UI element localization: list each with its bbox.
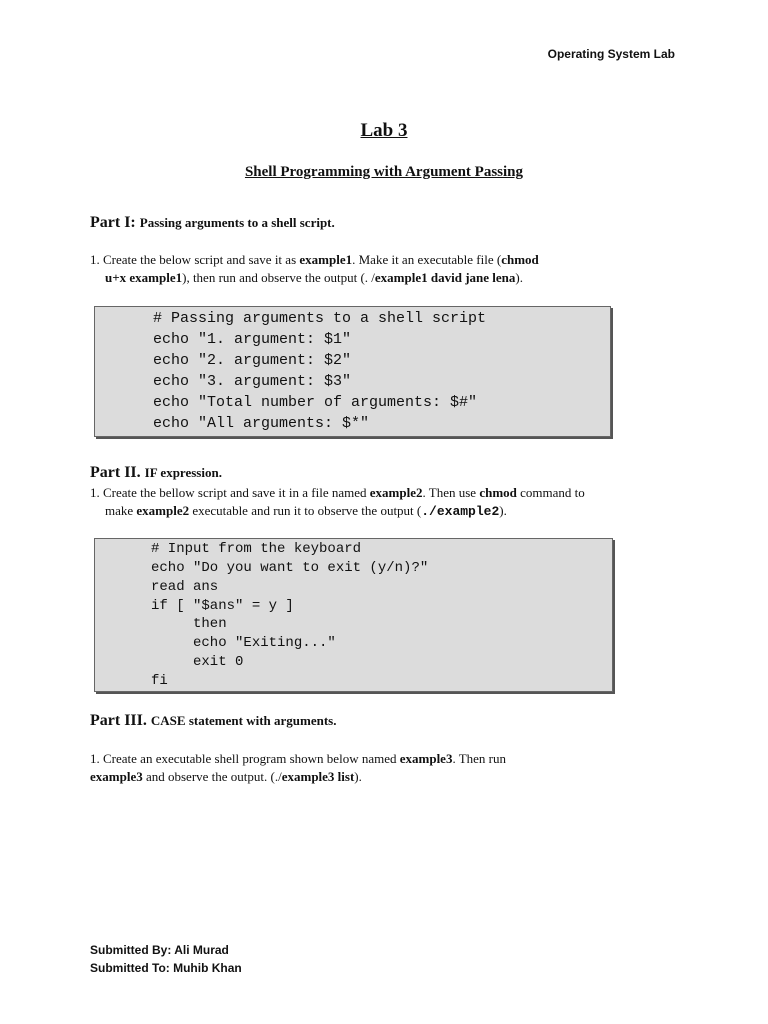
submitted-by: Submitted By: Ali Murad — [90, 943, 229, 957]
code-line: read ans — [151, 579, 219, 595]
part-1-instruction — [90, 251, 539, 287]
part-2-heading — [90, 464, 222, 482]
submitted-to: Submitted To: Muhib Khan — [90, 961, 242, 975]
part-3-instruction — [90, 750, 506, 786]
part-3-label: Part III. — [90, 712, 147, 729]
part-3-heading — [90, 712, 337, 730]
code-line: # Input from the keyboard — [151, 541, 362, 557]
part-1-instruction-line-1: 1. Create the below script and save it as example1. Make it an executable file (chmod — [90, 252, 539, 267]
page-subtitle: Shell Programming with Argument Passing — [244, 164, 524, 180]
page-title: Lab 3 — [360, 120, 408, 141]
code-line: echo "3. argument: $3" — [153, 373, 352, 390]
code-line: echo "1. argument: $1" — [153, 331, 352, 348]
code-line: if [ "$ans" = y ] — [151, 598, 294, 614]
code-line: # Passing arguments to a shell script — [153, 310, 487, 327]
code-line: echo "All arguments: $*" — [153, 415, 370, 432]
part-1-description: Passing arguments to a shell script. — [139, 215, 335, 230]
code-line: exit 0 — [151, 654, 244, 670]
part-1-heading — [90, 214, 335, 232]
part-1-code-block — [94, 306, 611, 437]
part-2-instruction-line-1: 1. Create the bellow script and save it in a file named example2. Then use chmod command to — [90, 485, 585, 500]
part-2-label: Part II. — [90, 464, 141, 481]
part-2-instruction-line-2: make example2 executable and run it to observe the output (./example2). — [105, 503, 507, 519]
part-2-code-block — [94, 538, 613, 692]
page-header: Operating System Lab — [547, 47, 675, 61]
part-3-instruction-line-1: 1. Create an executable shell program shown below named example3. Then run — [90, 751, 507, 766]
part-3-instruction-line-2: example3 and observe the output. (./example3 list). — [90, 769, 362, 784]
part-3-description: CASE statement with arguments. — [150, 713, 337, 728]
code-line: echo "Do you want to exit (y/n)?" — [151, 560, 429, 576]
code-line: fi — [151, 673, 168, 689]
part-2-instruction — [90, 484, 585, 521]
code-line: echo "2. argument: $2" — [153, 352, 352, 369]
part-1-instruction-line-2: u+x example1), then run and observe the output (. /example1 david jane lena). — [105, 270, 523, 285]
part-1-label: Part I: — [90, 214, 136, 231]
code-line: echo "Total number of arguments: $#" — [153, 394, 478, 411]
code-line: then — [151, 616, 227, 632]
part-2-description: IF expression. — [144, 465, 222, 480]
code-line: echo "Exiting..." — [151, 635, 336, 651]
